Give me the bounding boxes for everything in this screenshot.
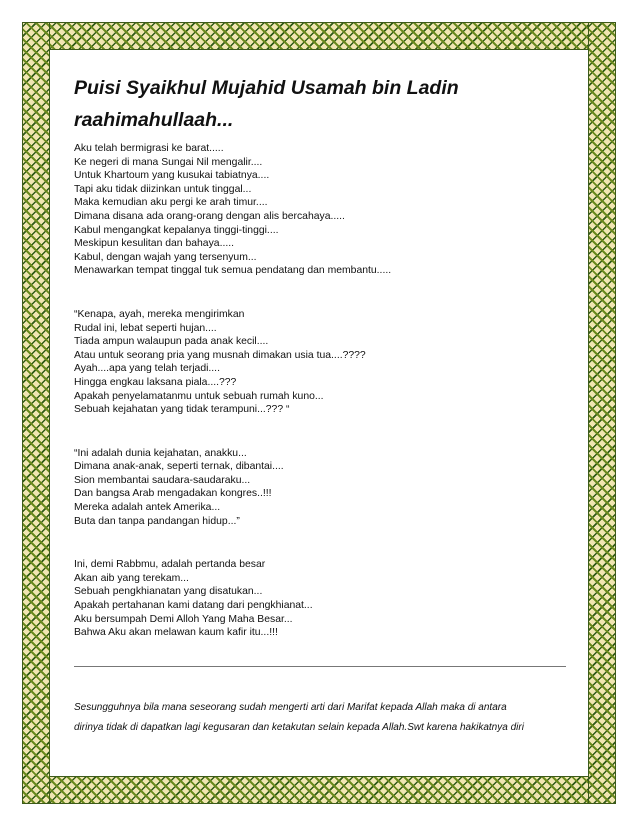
closing-line: dirinya tidak di dapatkan lagi kegusaran dan ketakutan selain kepada Allah.Swt karena hakikatnya diri (74, 722, 524, 733)
horizontal-divider (74, 666, 566, 667)
stanza-4 (74, 558, 568, 640)
verse-line: Tiada ampun walaupun pada anak kecil.... (74, 336, 269, 348)
stanza-2 (74, 308, 568, 417)
verse-line: Sebuah kejahatan yang tidak terampuni...??? “ (74, 404, 290, 416)
verse-line: Rudal ini, lebat seperti hujan.... (74, 322, 217, 334)
verse-line: Akan aib yang terekam... (74, 572, 189, 584)
verse-line: Dan bangsa Arab mengadakan kongres..!!! (74, 488, 272, 500)
verse-line: Hingga engkau laksana piala....??? (74, 376, 237, 388)
document-page (50, 50, 588, 776)
decorative-border-left (22, 22, 50, 804)
poem-title (74, 72, 568, 136)
verse-line: Ayah....apa yang telah terjadi.... (74, 363, 220, 375)
verse-line: Mereka adalah antek Amerika... (74, 502, 221, 514)
title-line: Puisi Syaikhul Mujahid Usamah bin Ladin (74, 77, 459, 99)
verse-line: Buta dan tanpa pandangan hidup...” (74, 515, 240, 527)
verse-line: Untuk Khartoum yang kusukai tabiatnya.... (74, 170, 270, 182)
verse-line: Meskipun kesulitan dan bahaya..... (74, 238, 234, 250)
verse-line: Menawarkan tempat tinggal tuk semua pendatang dan membantu..... (74, 265, 392, 277)
verse-line: Ini, demi Rabbmu, adalah pertanda besar (74, 559, 266, 571)
closing-paragraph (74, 698, 574, 738)
verse-line: Apakah pertahanan kami datang dari pengkhianat... (74, 600, 313, 612)
verse-line: Aku bersumpah Demi Alloh Yang Maha Besar... (74, 613, 293, 625)
verse-line: Aku telah bermigrasi ke barat..... (74, 143, 224, 154)
verse-line: “Kenapa, ayah, mereka mengirimkan (74, 308, 245, 320)
verse-line: Kabul, dengan wajah yang tersenyum... (74, 251, 257, 263)
title-line: raahimahullaah... (74, 109, 234, 131)
verse-line: Sebuah pengkhianatan yang disatukan... (74, 586, 263, 598)
verse-line: Atau untuk seorang pria yang musnah dimakan usia tua....???? (74, 349, 366, 361)
decorative-border-top (22, 22, 616, 50)
verse-line: Kabul mengangkat kepalanya tinggi-tinggi.... (74, 224, 279, 236)
verse-line: Tapi aku tidak diizinkan untuk tinggal... (74, 183, 252, 195)
verse-line: Apakah penyelamatanmu untuk sebuah rumah kuno... (74, 390, 324, 402)
verse-line: Dimana disana ada orang-orang dengan alis bercahaya..... (74, 210, 345, 222)
verse-line: Maka kemudian aku pergi ke arah timur.... (74, 197, 268, 209)
decorative-border-bottom (22, 776, 616, 804)
verse-line: Bahwa Aku akan melawan kaum kafir itu...!!! (74, 627, 278, 639)
verse-line: Dimana anak-anak, seperti ternak, dibantai.... (74, 461, 284, 473)
stanza-1 (74, 142, 568, 278)
poem-content (74, 72, 568, 670)
stanza-3 (74, 447, 568, 529)
verse-line: “Ini adalah dunia kejahatan, anakku... (74, 447, 247, 459)
verse-line: Sion membantai saudara-saudaraku... (74, 474, 251, 486)
closing-line: Sesungguhnya bila mana seseorang sudah mengerti arti dari Marifat kepada Allah maka di antara (74, 702, 507, 713)
decorative-border-right (588, 22, 616, 804)
verse-line: Ke negeri di mana Sungai Nil mengalir.... (74, 156, 263, 168)
